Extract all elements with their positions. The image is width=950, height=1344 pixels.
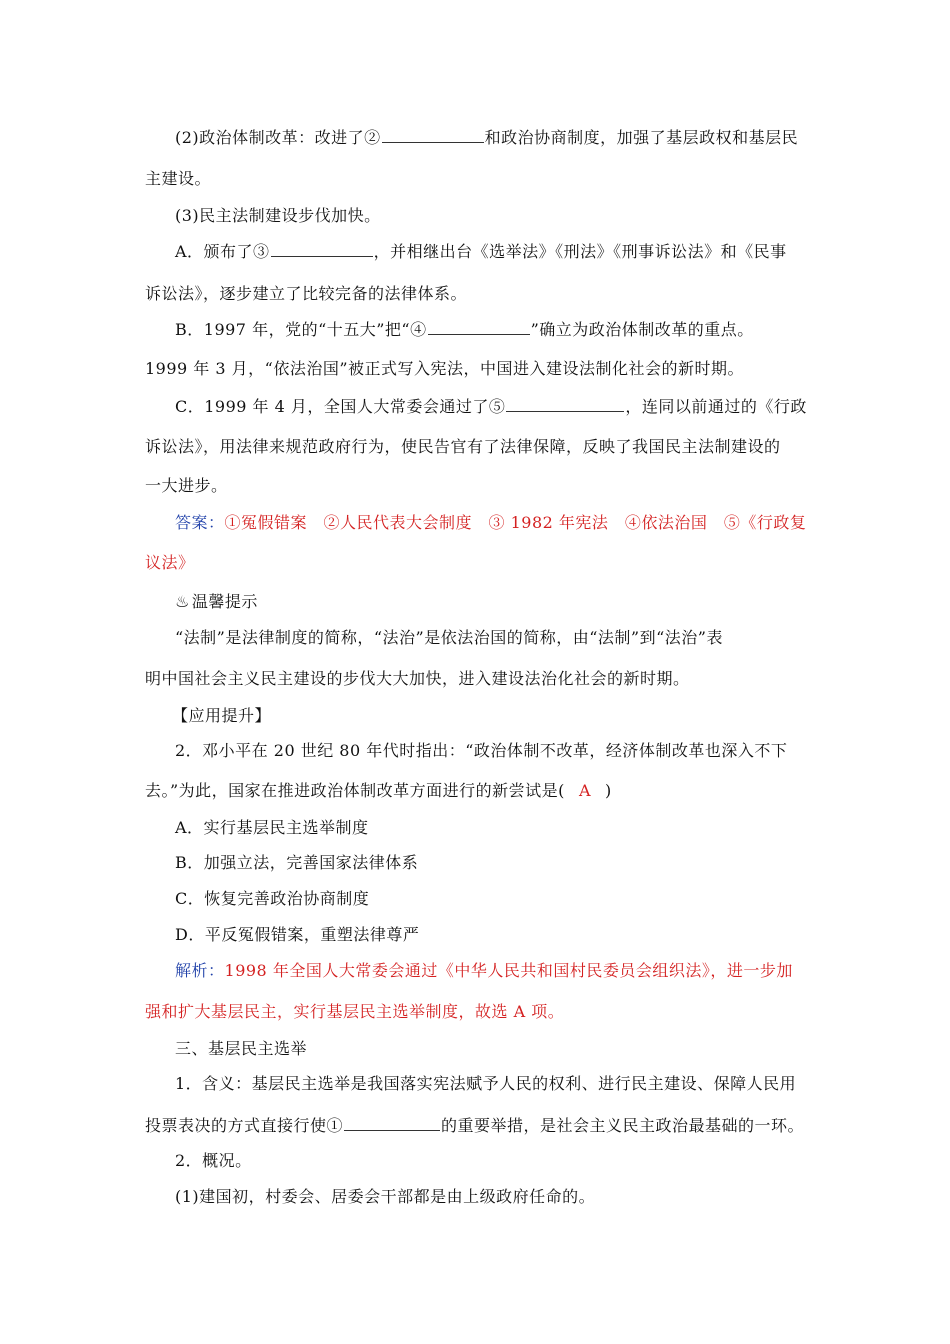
option-d: D．平反冤假错案，重塑法律尊严 (175, 925, 420, 944)
item-b-line (175, 318, 754, 341)
tip-heading (175, 591, 258, 613)
item-3-line: (3)民主法制建设步伐加快。 (175, 206, 381, 225)
answer-label: 答案： (175, 513, 225, 532)
answer-cont: 议法》 (145, 553, 195, 572)
answer-line (175, 512, 806, 534)
item-b-cont: 1999 年 3 月，“依法治国”被正式写入宪法，中国进入建设法制化社会的新时期。 (145, 359, 745, 378)
item-a-cont: 诉讼法》，逐步建立了比较完备的法律体系。 (145, 284, 468, 303)
item-2-text: (2)政治体制改革：改进了② (175, 128, 381, 147)
item-b-text: B．1997 年，党的“十五大”把“④ (175, 320, 427, 339)
question-close: ) (605, 781, 612, 800)
blank-5 (506, 395, 624, 412)
item-a-text-post: ，并相继出台《选举法》《刑法》《刑事诉讼法》和《民事 (373, 242, 787, 261)
question-answer: A (578, 781, 591, 800)
question-line-1: 2．邓小平在 20 世纪 80 年代时指出：“政治体制不改革，经济体制改革也深入不下 (175, 741, 788, 760)
tip-line-2: 明中国社会主义民主建设的步伐大大加快，进入建设法治化社会的新时期。 (145, 669, 690, 688)
tip-title: 温馨提示 (191, 592, 258, 611)
item-c-cont-2: 一大进步。 (145, 476, 228, 495)
option-b: B．加强立法，完善国家法律体系 (175, 853, 419, 872)
item-2-cont: 主建设。 (145, 169, 212, 188)
option-c: C．恢复完善政治协商制度 (175, 889, 370, 908)
item-2-line (175, 126, 798, 149)
item-a-line (175, 240, 787, 263)
analysis-cont: 强和扩大基层民主，实行基层民主选举制度，故选 A 项。 (145, 1002, 565, 1021)
question-line-2 (145, 780, 612, 802)
item-c-cont-1: 诉讼法》，用法律来规范政府行为，使民告官有了法律保障，反映了我国民主法制建设的 (145, 437, 781, 456)
item-2-text-post: 和政治协商制度，加强了基层政权和基层民 (484, 128, 799, 147)
overview-item-1: (1)建国初，村委会、居委会干部都是由上级政府任命的。 (175, 1187, 596, 1206)
analysis-text: 1998 年全国人大常委会通过《中华人民共和国村民委员会组织法》，进一步加 (224, 961, 793, 980)
item-b-text-post: ”确立为政治体制改革的重点。 (530, 320, 754, 339)
section-3-heading: 三、基层民主选举 (175, 1039, 308, 1058)
hot-spring-icon: ♨ (175, 592, 190, 611)
item-c-text-post: ，连同以前通过的《行政 (625, 397, 807, 416)
item-c-line (175, 395, 807, 418)
definition-text: 投票表决的方式直接行使① (145, 1116, 344, 1135)
item-a-text: A．颁布了③ (175, 242, 270, 261)
answer-text: ①冤假错案 ②人民代表大会制度 ③ 1982 年宪法 ④依法治国 ⑤《行政复 (224, 513, 807, 532)
definition-line-2 (145, 1114, 804, 1137)
analysis-label: 解析： (175, 961, 225, 980)
apply-heading: 【应用提升】 (172, 706, 272, 725)
blank-2 (382, 126, 484, 143)
tip-line-1: “法制”是法律制度的简称，“法治”是依法治国的简称，由“法制”到“法治”表 (175, 628, 723, 647)
question-text: 去。”为此，国家在推进政治体制改革方面进行的新尝试是( (145, 781, 565, 800)
option-a: A．实行基层民主选举制度 (175, 818, 369, 837)
blank-3 (271, 240, 373, 257)
blank-4 (428, 318, 530, 335)
overview-heading: 2．概况。 (175, 1151, 252, 1170)
definition-text-post: 的重要举措，是社会主义民主政治最基础的一环。 (441, 1116, 805, 1135)
item-c-text: C．1999 年 4 月，全国人大常委会通过了⑤ (175, 397, 506, 416)
definition-line-1: 1．含义：基层民主选举是我国落实宪法赋予人民的权利、进行民主建设、保障人民用 (175, 1074, 797, 1093)
analysis-line (175, 960, 793, 982)
blank-s3-1 (344, 1114, 440, 1131)
